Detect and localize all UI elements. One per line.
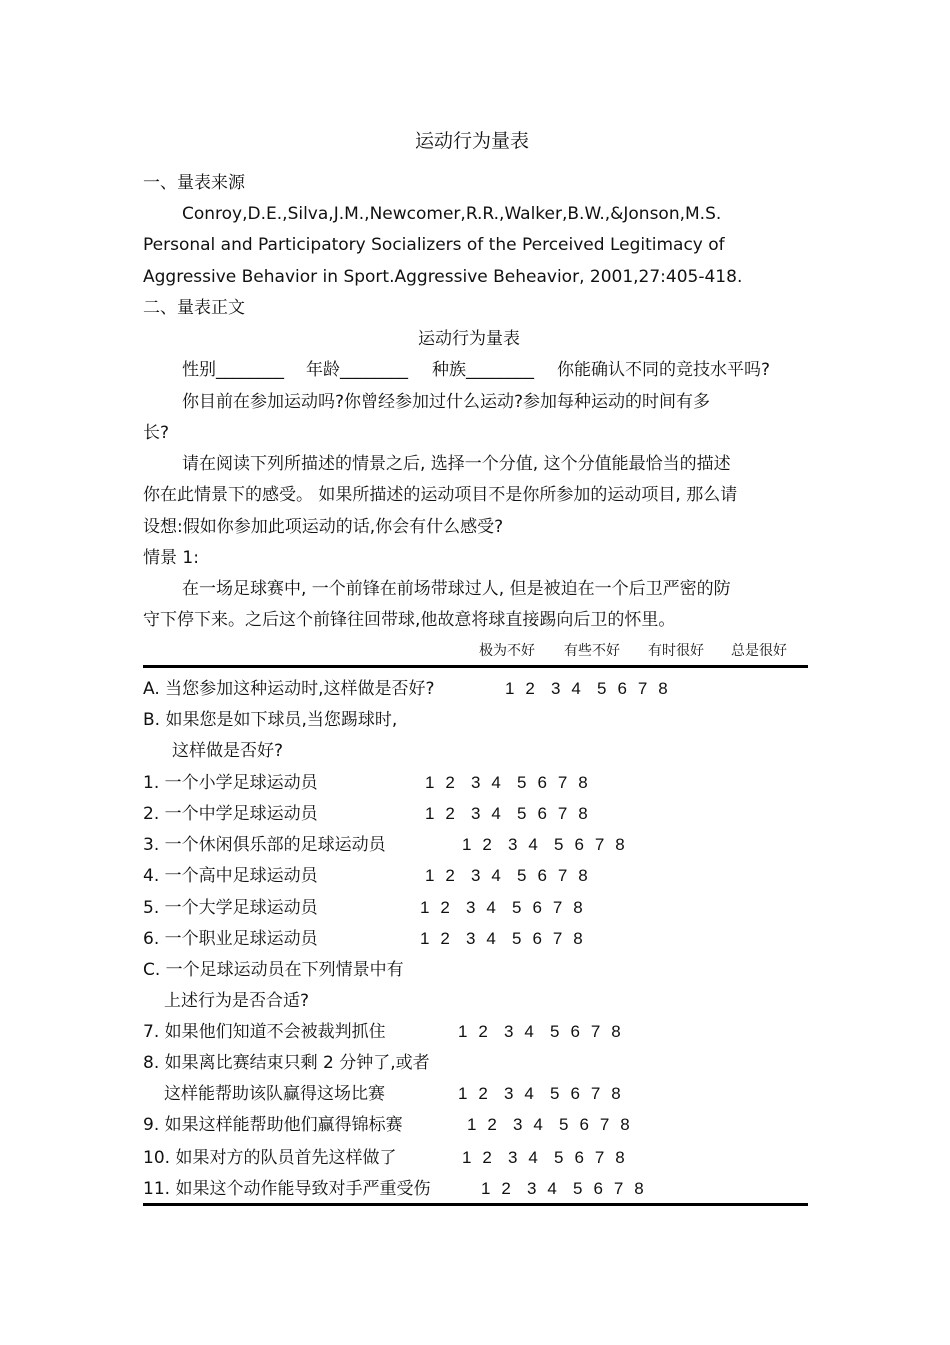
- item-10-text: 10. 如果对方的队员首先这样做了: [143, 1148, 397, 1168]
- scenario-line-2: 守下停下来。之后这个前锋往回带球,他故意将球直接踢向后卫的怀里。: [143, 610, 676, 630]
- item-2-scale: 1 2 3 4 5 6 7 8: [425, 804, 589, 823]
- item-2-text: 2. 一个中学足球运动员: [143, 804, 318, 824]
- item-7-text: 7. 如果他们知道不会被裁判抓住: [143, 1022, 386, 1042]
- instruction-line-3: 设想:假如你参加此项运动的话,你会有什么感受?: [143, 517, 504, 537]
- citation-line-1: Conroy,D.E.,Silva,J.M.,Newcomer,R.R.,Walker,B.W.,&Jonson,M.S.: [182, 204, 722, 224]
- item-c-line-2: 上述行为是否合适?: [164, 991, 310, 1011]
- item-c-line-1: C. 一个足球运动员在下列情景中有: [143, 960, 404, 980]
- item-4-text: 4. 一个高中足球运动员: [143, 866, 318, 886]
- scenario-label: 情景 1:: [143, 548, 199, 568]
- item-8-scale: 1 2 3 4 5 6 7 8: [458, 1084, 622, 1103]
- table-bottom-rule: [143, 1203, 808, 1206]
- item-4-scale: 1 2 3 4 5 6 7 8: [425, 866, 589, 885]
- item-1-text: 1. 一个小学足球运动员: [143, 773, 318, 793]
- intro-question-line-1: 你目前在参加运动吗?你曾经参加过什么运动?参加每种运动的时间有多: [182, 392, 711, 412]
- item-6-text: 6. 一个职业足球运动员: [143, 929, 318, 949]
- item-8-line-1: 8. 如果离比赛结束只剩 2 分钟了,或者: [143, 1053, 430, 1073]
- citation-line-3: Aggressive Behavior in Sport.Aggressive Beheavior, 2001,27:405-418.: [143, 267, 743, 287]
- age-field: 年龄________: [306, 360, 408, 380]
- anchor-label: 极为不好: [479, 643, 535, 659]
- item-7-scale: 1 2 3 4 5 6 7 8: [458, 1022, 622, 1041]
- anchor-label: 有时很好: [648, 643, 704, 659]
- item-9-text: 9. 如果这样能帮助他们赢得锦标赛: [143, 1115, 403, 1135]
- citation-line-2: Personal and Participatory Socializers of the Perceived Legitimacy of: [143, 235, 725, 255]
- item-10-scale: 1 2 3 4 5 6 7 8: [462, 1148, 626, 1167]
- item-11-text: 11. 如果这个动作能导致对手严重受伤: [143, 1179, 431, 1199]
- section-heading-source: 一、量表来源: [143, 173, 245, 193]
- section-heading-body: 二、量表正文: [143, 298, 245, 318]
- item-1-scale: 1 2 3 4 5 6 7 8: [425, 773, 589, 792]
- item-5-text: 5. 一个大学足球运动员: [143, 898, 318, 918]
- page-title: 运动行为量表: [415, 130, 530, 152]
- item-11-scale: 1 2 3 4 5 6 7 8: [481, 1179, 645, 1198]
- anchor-label: 有些不好: [564, 643, 620, 659]
- instruction-line-1: 请在阅读下列所描述的情景之后, 选择一个分值, 这个分值能最恰当的描述: [182, 454, 731, 474]
- item-3-scale: 1 2 3 4 5 6 7 8: [462, 835, 626, 854]
- gender-field: 性别________: [182, 360, 284, 380]
- item-3-text: 3. 一个休闲俱乐部的足球运动员: [143, 835, 386, 855]
- level-question: 你能确认不同的竞技水平吗?: [557, 360, 771, 380]
- item-a-scale: 1 2 3 4 5 6 7 8: [505, 679, 669, 698]
- scenario-line-1: 在一场足球赛中, 一个前锋在前场带球过人, 但是被迫在一个后卫严密的防: [182, 579, 731, 599]
- item-9-scale: 1 2 3 4 5 6 7 8: [467, 1115, 631, 1134]
- scale-title: 运动行为量表: [418, 329, 520, 349]
- item-8-text: 这样能帮助该队赢得这场比赛: [164, 1084, 385, 1104]
- anchor-label: 总是很好: [731, 643, 787, 659]
- item-b-line-2: 这样做是否好?: [172, 741, 284, 761]
- instruction-line-2: 你在此情景下的感受。 如果所描述的运动项目不是你所参加的运动项目, 那么请: [143, 485, 738, 505]
- intro-question-line-2: 长?: [143, 423, 170, 443]
- ethnicity-field: 种族________: [432, 360, 534, 380]
- item-5-scale: 1 2 3 4 5 6 7 8: [420, 898, 584, 917]
- table-top-rule: [143, 665, 808, 668]
- item-6-scale: 1 2 3 4 5 6 7 8: [420, 929, 584, 948]
- item-a-text: A. 当您参加这种运动时,这样做是否好?: [143, 679, 435, 699]
- item-b-line-1: B. 如果您是如下球员,当您踢球时,: [143, 710, 398, 730]
